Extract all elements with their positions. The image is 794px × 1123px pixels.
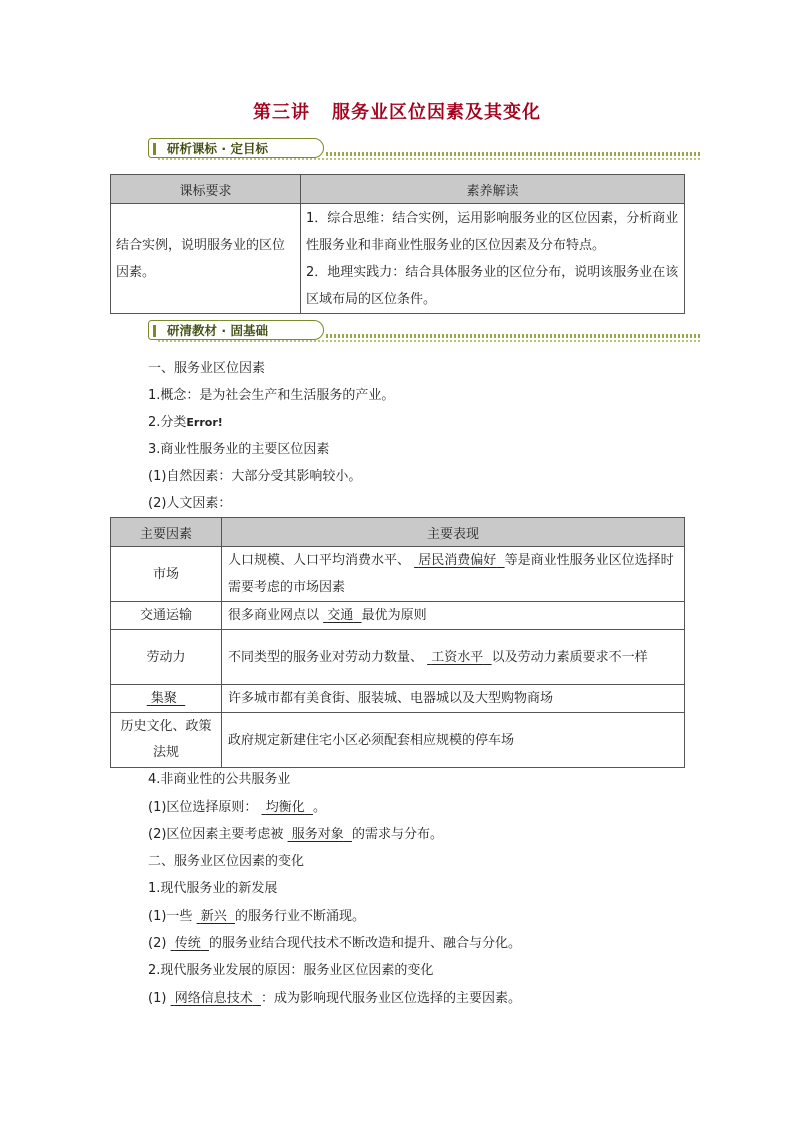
- detail-text: 不同类型的服务业对劳动力数量、: [228, 649, 424, 665]
- section-heading: 二、服务业区位因素的变化: [148, 854, 305, 869]
- table-header: 素养解读: [301, 175, 685, 204]
- banner-label: 研清教材 · 固基础: [148, 320, 324, 340]
- table-row: [111, 713, 685, 768]
- text-line: 1.现代服务业的新发展: [148, 881, 278, 896]
- banner-dotted-line: [326, 152, 700, 156]
- text-line: 3.商业性服务业的主要区位因素: [148, 442, 330, 457]
- table-header: 主要表现: [222, 518, 685, 547]
- answer-blank: [323, 608, 361, 623]
- section-banner-standards: [148, 138, 700, 162]
- answer-text: 工资水平: [431, 649, 484, 665]
- answer-text: 传统: [174, 936, 201, 951]
- answer-blank: [427, 650, 491, 665]
- standards-table: [110, 174, 685, 314]
- text-line: (1)自然因素：大部分受其影响较小。: [148, 469, 362, 484]
- answer-blank: [147, 691, 185, 706]
- detail-text: 以及劳动力素质要求不一样: [491, 649, 648, 665]
- detail-text: 等是商业性服务业区位选择时需要考虑的市场因素: [228, 553, 674, 595]
- factors-table: [110, 517, 685, 768]
- text-part: 的服务行业不断涌现。: [234, 909, 365, 924]
- table-cell: [301, 204, 685, 314]
- factor-cell: 交通运输: [111, 602, 222, 630]
- section-banner-textbook: [148, 320, 700, 344]
- error-text: Error!: [186, 416, 223, 429]
- detail-cell: [222, 630, 685, 685]
- lesson-title: 服务业区位因素及其变化: [332, 102, 541, 123]
- text-line: [148, 411, 223, 430]
- answer-text: 集聚: [150, 691, 177, 706]
- answer-text: 交通: [327, 608, 354, 623]
- banner-dotted-line: [158, 158, 700, 160]
- text-part: (1): [148, 991, 167, 1006]
- classify-label: 2.分类: [148, 415, 187, 430]
- answer-text: 居民消费偏好: [418, 553, 497, 568]
- section-heading: 一、服务业区位因素: [148, 361, 266, 376]
- detail-cell: [222, 602, 685, 630]
- lesson-number: 第三讲: [253, 102, 310, 123]
- detail-cell: 政府规定新建住宅小区必须配套相应规模的停车场: [222, 713, 685, 768]
- literacy-point: 2．地理实践力：结合具体服务业的区位分布，说明该服务业在该区域布局的区位条件。: [306, 264, 679, 307]
- detail-cell: 许多城市都有美食街、服装城、电器城以及大型购物商场: [222, 685, 685, 713]
- banner-dotted-line: [158, 340, 700, 342]
- answer-text: 服务对象: [291, 827, 344, 842]
- answer-blank: [197, 909, 235, 924]
- text-line: [148, 932, 521, 951]
- text-line: [148, 823, 443, 842]
- detail-text: 很多商业网点以: [228, 608, 320, 623]
- text-part: 。: [312, 800, 326, 815]
- text-line: [148, 796, 326, 815]
- text-part: 的需求与分布。: [351, 827, 443, 842]
- literacy-point: 1．综合思维：结合实例，运用影响服务业的区位因素，分析商业性服务业和非商业性服务业的区位因素及分布特点。: [306, 210, 679, 253]
- table-cell: 结合实例，说明服务业的区位因素。: [111, 204, 301, 314]
- table-row: [111, 685, 685, 713]
- table-row: [111, 602, 685, 630]
- text-part: 的服务业结合现代技术不断改造和提升、融合与分化。: [208, 936, 521, 951]
- text-part: (1)一些: [148, 909, 193, 924]
- text-line: (2)人文因素：: [148, 496, 232, 511]
- text-line: [148, 987, 521, 1006]
- answer-blank: [262, 800, 313, 815]
- answer-blank: [171, 936, 209, 951]
- answer-blank: [414, 553, 504, 568]
- table-row: [111, 547, 685, 602]
- factor-cell: [111, 685, 222, 713]
- text-line: 4.非商业性的公共服务业: [148, 772, 291, 787]
- table-row: [111, 630, 685, 685]
- answer-blank: [288, 827, 352, 842]
- banner-dotted-line: [326, 334, 700, 338]
- text-part: (1)区位选择原则：: [148, 800, 258, 815]
- answer-text: 新兴: [200, 909, 227, 924]
- detail-text: 最优为原则: [361, 608, 427, 623]
- table-header: 课标要求: [111, 175, 301, 204]
- text-line: 1.概念：是为社会生产和生活服务的产业。: [148, 388, 395, 403]
- factor-cell: 市场: [111, 547, 222, 602]
- factor-cell: 历史文化、政策法规: [111, 713, 222, 768]
- page-title: [0, 98, 794, 124]
- detail-cell: [222, 547, 685, 602]
- text-line: 2.现代服务业发展的原因：服务业区位因素的变化: [148, 963, 434, 978]
- text-part: (2)区位因素主要考虑被: [148, 827, 284, 842]
- answer-text: 均衡化: [265, 800, 305, 815]
- table-header: 主要因素: [111, 518, 222, 547]
- text-line: [148, 905, 365, 924]
- answer-text: 网络信息技术: [174, 991, 253, 1006]
- answer-blank: [171, 991, 261, 1006]
- text-part: (2): [148, 936, 167, 951]
- detail-text: 人口规模、人口平均消费水平、: [228, 553, 411, 568]
- text-part: ：成为影响现代服务业区位选择的主要因素。: [260, 991, 521, 1006]
- banner-label: 研析课标 · 定目标: [148, 138, 324, 158]
- factor-cell: 劳动力: [111, 630, 222, 685]
